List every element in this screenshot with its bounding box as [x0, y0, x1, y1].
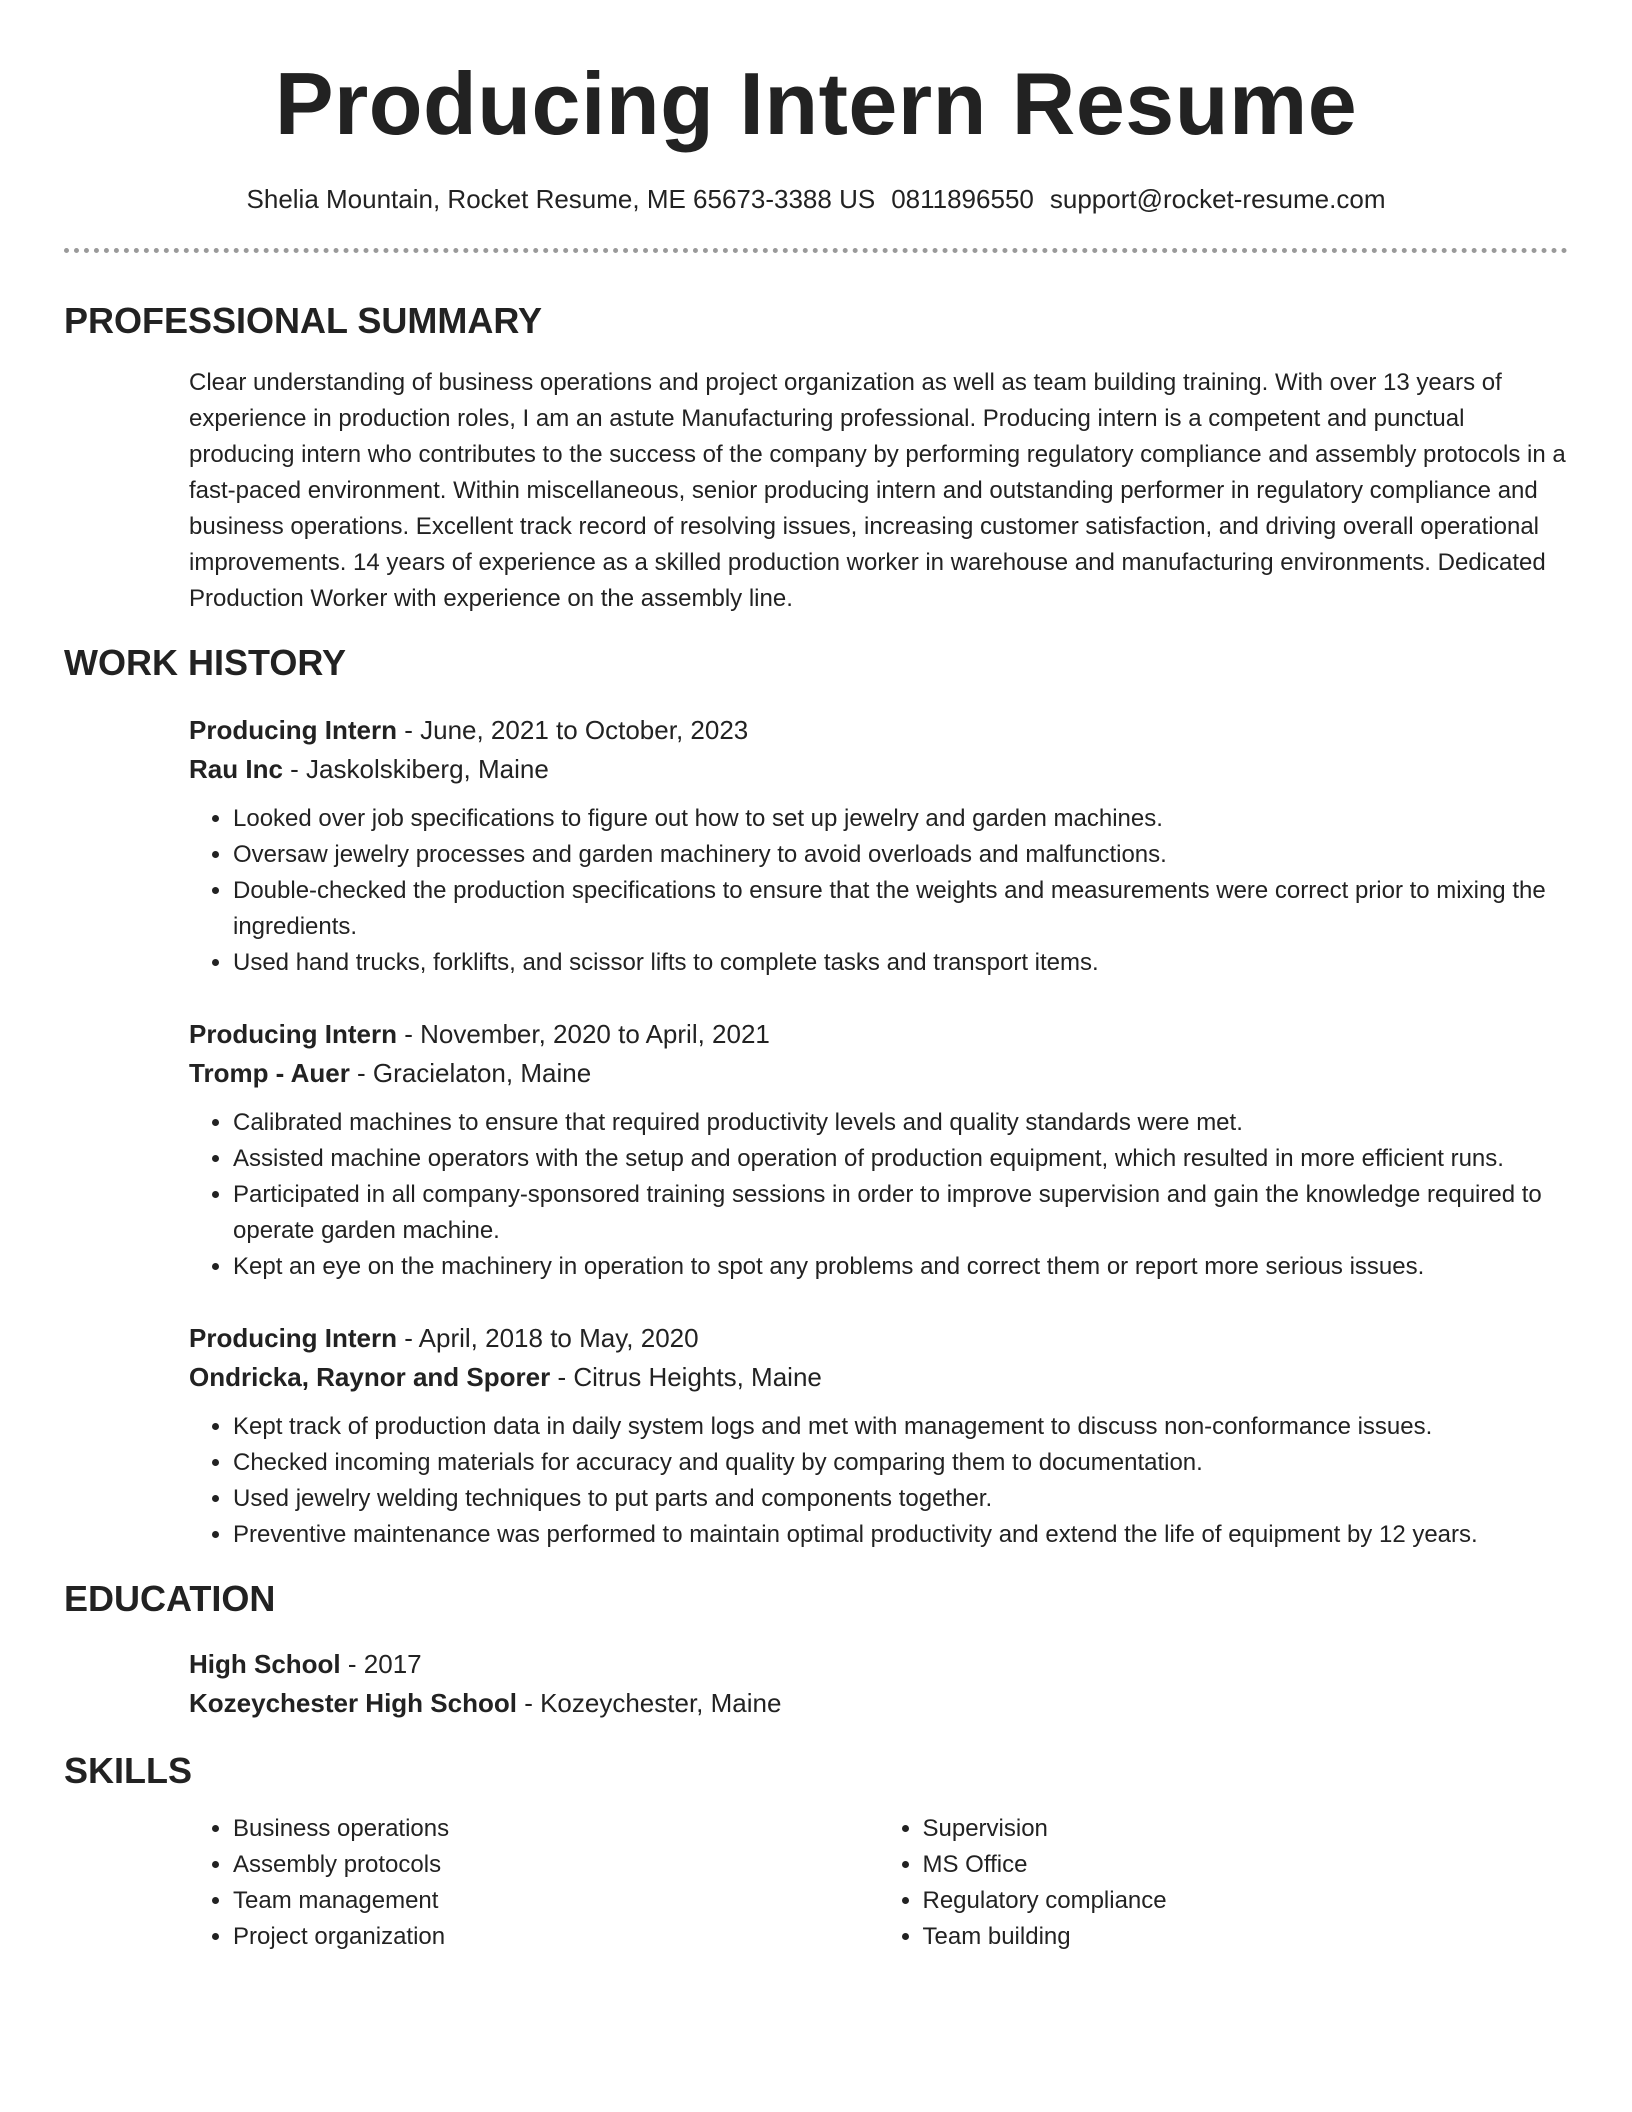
- summary-heading: PROFESSIONAL SUMMARY: [64, 300, 543, 341]
- job-entry: [189, 1015, 1568, 1285]
- skill-item: • MS Office: [923, 1847, 1569, 1883]
- education-heading: EDUCATION: [64, 1578, 276, 1619]
- skill-item: • Assembly protocols: [233, 1847, 879, 1883]
- work-history-section: [64, 711, 1568, 1553]
- job-bullet: • Calibrated machines to ensure that required productivity levels and quality standards were met.: [233, 1105, 1568, 1141]
- job-company-line: [189, 1054, 1568, 1093]
- education-year: - 2017: [340, 1649, 422, 1679]
- job-bullet: • Preventive maintenance was performed to maintain optimal productivity and extend the life of equipment by 12 years.: [233, 1517, 1568, 1553]
- job-title: Producing Intern: [189, 715, 397, 745]
- job-bullet: • Kept an eye on the machinery in operation to spot any problems and correct them or report more serious issues.: [233, 1249, 1568, 1285]
- contact-phone: 0811896550: [891, 184, 1034, 214]
- job-bullet: • Used hand trucks, forklifts, and scissor lifts to complete tasks and transport items.: [233, 945, 1568, 981]
- job-location: - Gracielaton, Maine: [349, 1058, 592, 1088]
- contact-address: Shelia Mountain, Rocket Resume, ME 65673-3388 US: [246, 184, 876, 214]
- education-degree: High School: [189, 1649, 341, 1679]
- contact-email: support@rocket-resume.com: [1049, 184, 1386, 214]
- skills-section: [64, 1811, 1568, 1955]
- job-dates: - April, 2018 to May, 2020: [397, 1323, 699, 1353]
- job-company: Rau Inc: [189, 754, 283, 784]
- job-title-line: [189, 711, 1568, 750]
- skill-item: • Supervision: [923, 1811, 1569, 1847]
- education-entry: [189, 1645, 1568, 1723]
- skill-item: • Regulatory compliance: [923, 1883, 1569, 1919]
- skills-left-list: [189, 1811, 879, 1955]
- job-location: - Jaskolskiberg, Maine: [282, 754, 549, 784]
- job-title: Producing Intern: [189, 1019, 397, 1049]
- skills-right-list: [879, 1811, 1569, 1955]
- job-bullet: • Oversaw jewelry processes and garden machinery to avoid overloads and malfunctions.: [233, 837, 1568, 873]
- job-title: Producing Intern: [189, 1323, 397, 1353]
- job-bullet: • Used jewelry welding techniques to put parts and components together.: [233, 1481, 1568, 1517]
- work-history-heading: WORK HISTORY: [64, 642, 347, 683]
- job-bullet: • Looked over job specifications to figure out how to set up jewelry and garden machines.: [233, 801, 1568, 837]
- education-location: - Kozeychester, Maine: [516, 1688, 782, 1718]
- job-title-line: [189, 1015, 1568, 1054]
- job-company: Tromp - Auer: [189, 1058, 350, 1088]
- job-bullet: • Assisted machine operators with the setup and operation of production equipment, which resulted in more efficient runs.: [233, 1141, 1568, 1177]
- job-company-line: [189, 750, 1568, 789]
- job-bullet: • Checked incoming materials for accuracy and quality by comparing them to documentation.: [233, 1445, 1568, 1481]
- job-bullets: [189, 801, 1568, 981]
- contact-line: [64, 182, 1568, 216]
- job-bullets: [189, 1105, 1568, 1285]
- skills-grid: [189, 1811, 1568, 1955]
- job-dates: - June, 2021 to October, 2023: [397, 715, 749, 745]
- job-company-line: [189, 1358, 1568, 1397]
- summary-text: Clear understanding of business operations and project organization as well as team building training. With over 13 years of experience in production roles, I am an astute Manufacturing professional. Producing intern is a competent and punctual producing intern who contributes to the success of the company by performing regulatory compliance and assembly protocols in a fast-paced environment. Within miscellaneous, senior producing intern and outstanding performer in regulatory compliance and business operations. Excellent track record of resolving issues, increasing customer satisfaction, and driving overall operational improvements. 14 years of experience as a skilled production worker in warehouse and manufacturing environments. Dedicated Production Worker with experience on the assembly line.: [189, 369, 1566, 612]
- skill-item: • Business operations: [233, 1811, 879, 1847]
- job-entry: [189, 711, 1568, 981]
- education-school: Kozeychester High School: [189, 1688, 517, 1718]
- job-bullets: [189, 1409, 1568, 1553]
- education-section: [64, 1645, 1568, 1723]
- job-bullet: • Kept track of production data in daily system logs and met with management to discuss non-conformance issues.: [233, 1409, 1568, 1445]
- resume-title: Producing Intern Resume: [274, 54, 1358, 153]
- skills-heading: SKILLS: [64, 1750, 193, 1791]
- job-bullet: • Participated in all company-sponsored training sessions in order to improve supervision and gain the knowledge required to operate garden machine.: [233, 1177, 1568, 1249]
- job-entry: [189, 1319, 1568, 1553]
- education-school-line: [189, 1684, 1568, 1723]
- summary-section: [64, 365, 1568, 617]
- job-bullet: • Double-checked the production specifications to ensure that the weights and measurements were correct prior to mixing the ingredients.: [233, 873, 1568, 945]
- skill-item: • Team building: [923, 1919, 1569, 1955]
- job-company: Ondricka, Raynor and Sporer: [189, 1362, 551, 1392]
- job-location: - Citrus Heights, Maine: [550, 1362, 822, 1392]
- job-dates: - November, 2020 to April, 2021: [397, 1019, 770, 1049]
- skill-item: • Team management: [233, 1883, 879, 1919]
- skill-item: • Project organization: [233, 1919, 879, 1955]
- job-title-line: [189, 1319, 1568, 1358]
- header-divider: [64, 248, 1568, 253]
- education-degree-line: [189, 1645, 1568, 1684]
